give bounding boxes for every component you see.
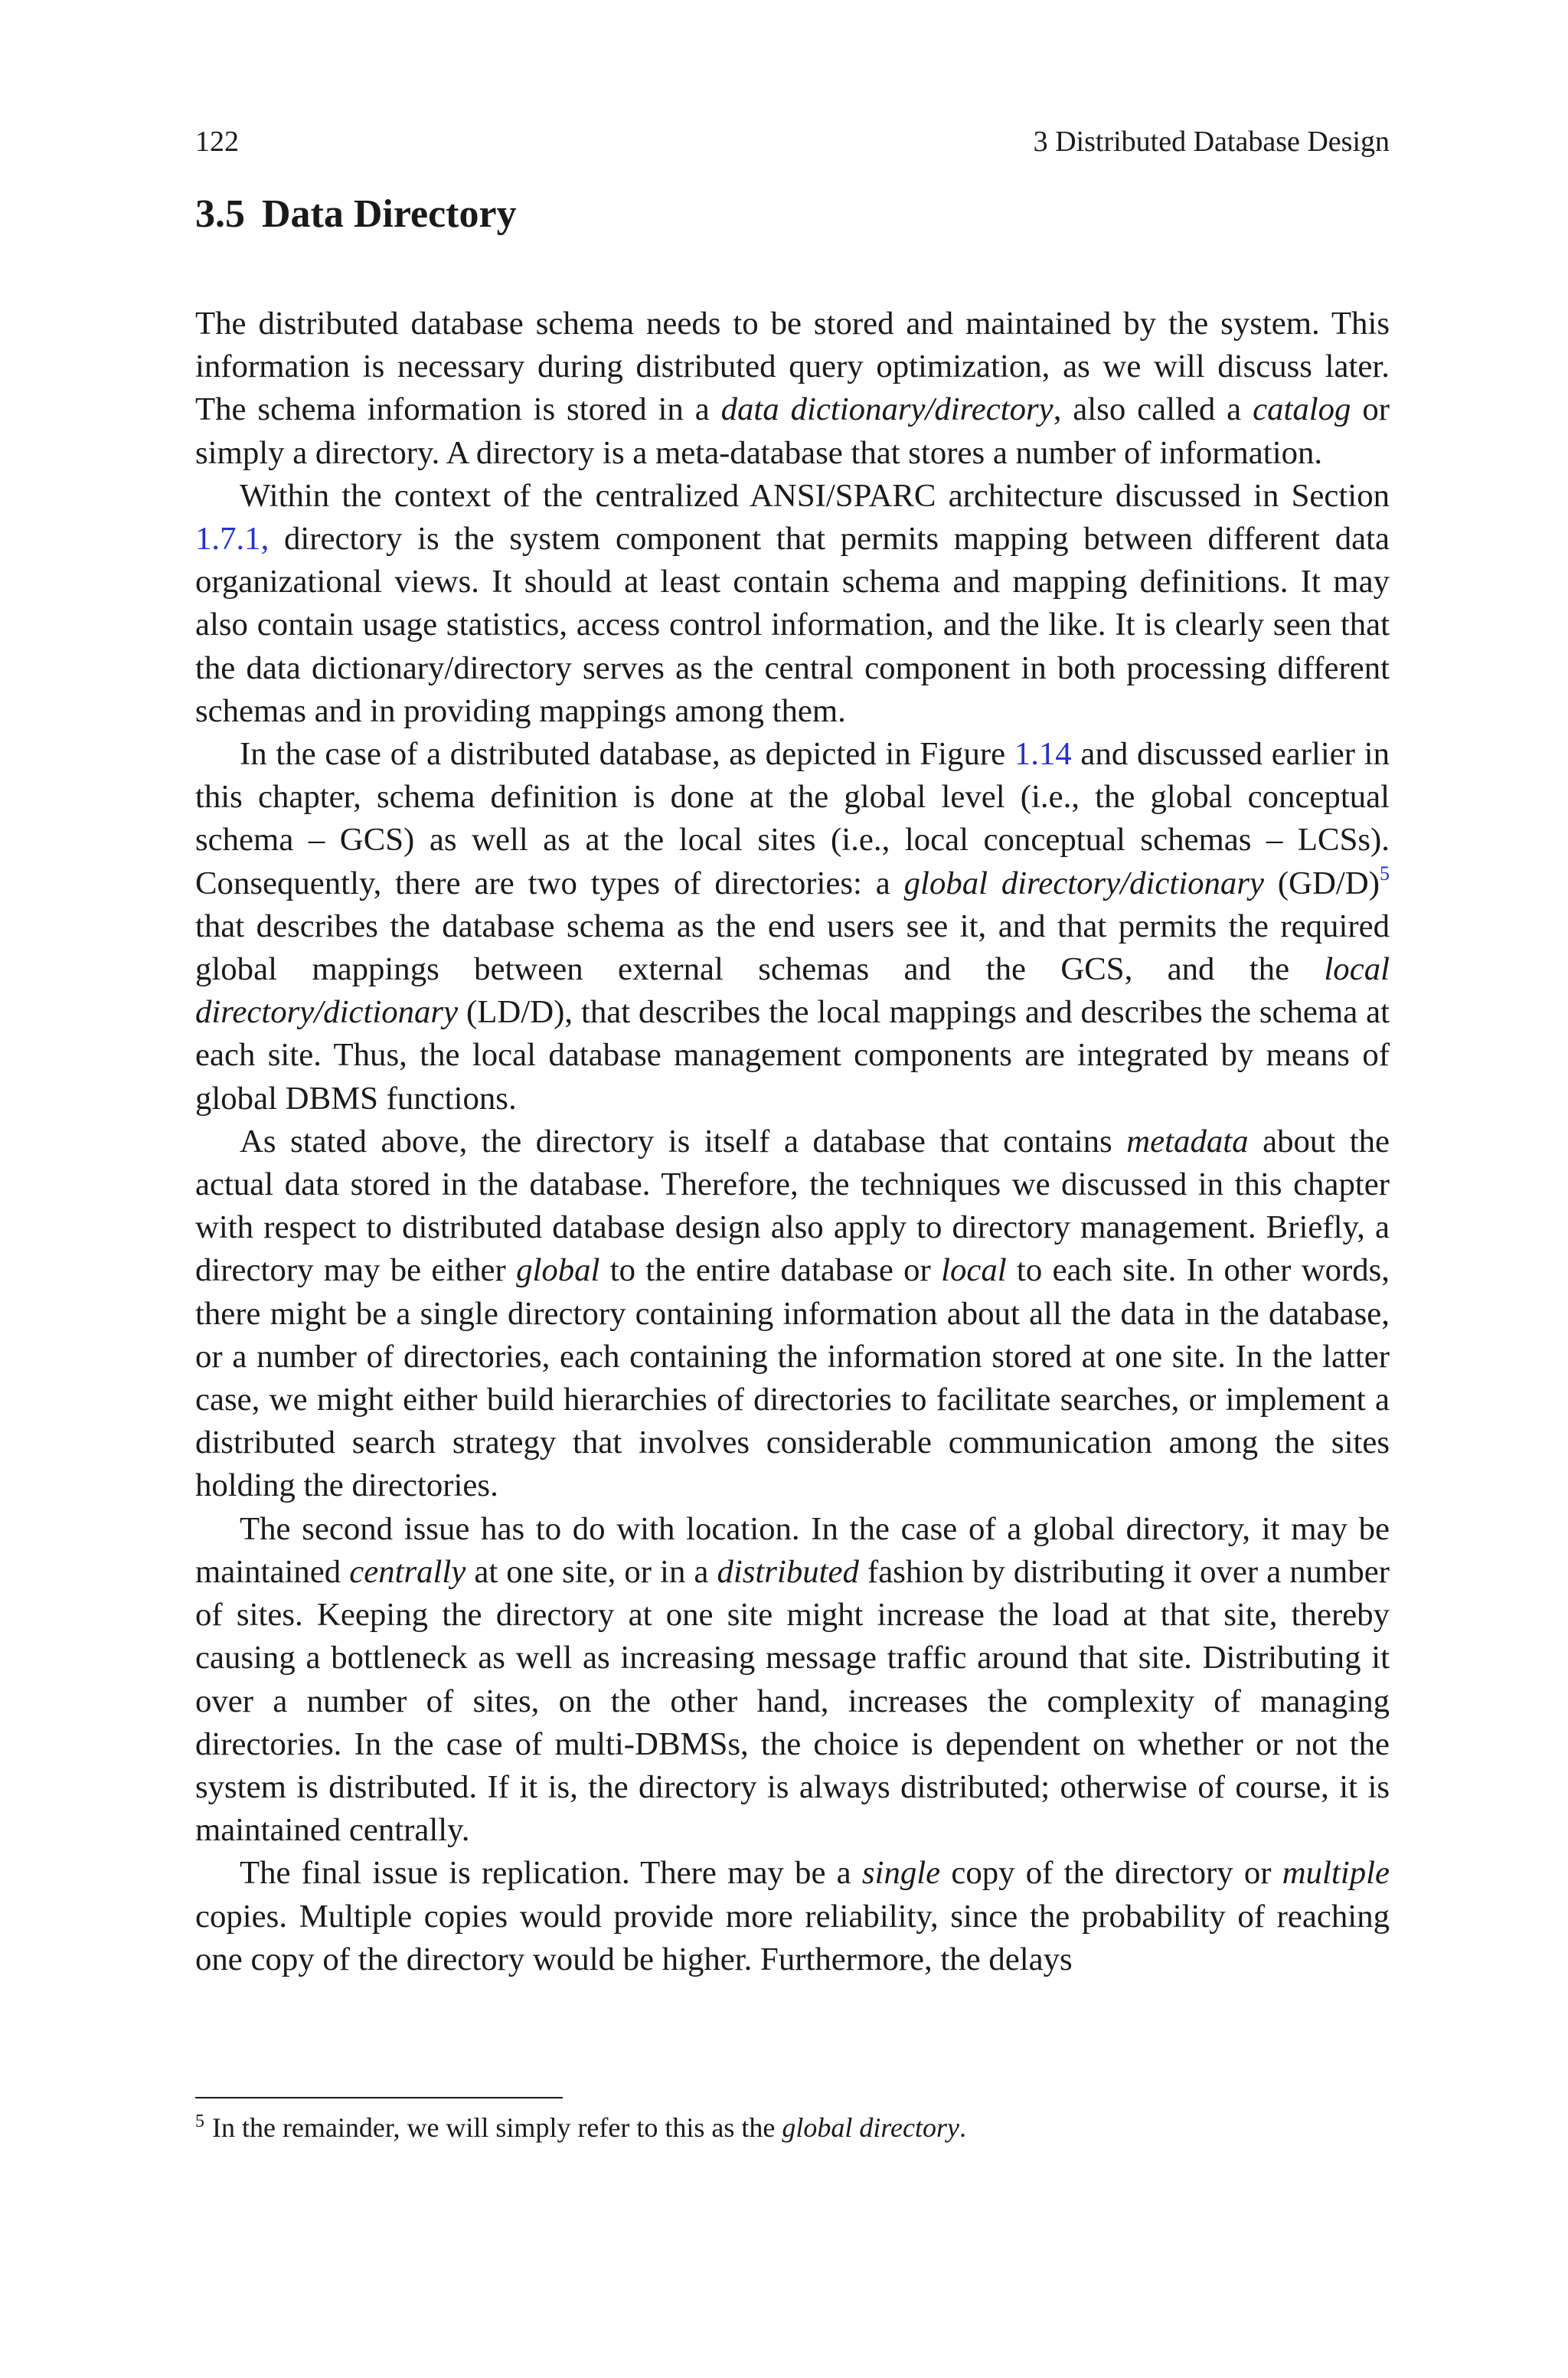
section-heading [195, 190, 517, 239]
figure-1-14-link[interactable]: 1.14 [1014, 736, 1072, 773]
paragraph-6-text-c: copy of the directory or [940, 1855, 1282, 1892]
paragraph-5-text-e: fashion by distributing it over a number of sites. Keeping the directory at one site might increase the load at that site, thereby causing a bottleneck as well as increasing message traffic around that site. Distributing it over a number of sites, on the other hand, increases the complexity of managing directories. In the case of multi-DBMSs, the choice is dependent on whether or not the system is distributed. If it is, the directory is always distributed; otherwise of course, it is maintained centrally. [195, 1553, 1390, 1849]
footnote-text: In the remainder, we will simply refer to this as the [212, 2112, 782, 2143]
paragraph-1-text-a: The distributed database schema needs to be stored and maintained by the system. This information is necessary during distributed query optimization, as we will discuss later. The schema information is stored in a [195, 306, 1390, 428]
term-data-dictionary-directory: data dictionary/directory [720, 391, 1054, 428]
term-centrally: centrally [349, 1553, 466, 1590]
term-global: global [516, 1252, 600, 1289]
chapter-title: 3 Distributed Database Design [1033, 126, 1390, 158]
paragraph-3-text-a: In the case of a distributed database, as depicted in Figure [240, 736, 1014, 773]
paragraph-6-text-e: copies. Multiple copies would provide more reliability, since the probability of reaching one copy of the directory would be higher. Furthermore, the delays [195, 1898, 1390, 1977]
page-number: 122 [195, 126, 239, 158]
paragraph-5-text-c: at one site, or in a [466, 1553, 717, 1590]
paragraph-4-text-a: As stated above, the directory is itself a database that contains [240, 1123, 1127, 1160]
paragraph-3-text-g: (LD/D), that describes the local mappings and describes the schema at each site. Thus, the local database management components are integrated by means of global DBMS functions. [195, 994, 1390, 1117]
paragraph-4-text-e: to the entire database or [599, 1252, 942, 1289]
term-metadata: metadata [1126, 1123, 1249, 1160]
term-single: single [861, 1855, 941, 1892]
term-local-directory-dictionary: local directory/dictionary [195, 951, 1390, 1031]
paragraph-3 [195, 733, 1390, 1120]
running-head [195, 125, 1390, 159]
paragraph-4-text-c: about the actual data stored in the database. Therefore, the techniques we discussed in this chapter with respect to distributed database design also apply to directory management. Briefly, a directory may be either [195, 1123, 1390, 1289]
paragraph-1 [195, 303, 1390, 475]
paragraph-6-text-a: The final issue is replication. There may be a [240, 1855, 862, 1892]
footnote-marker: 5 [195, 2111, 204, 2131]
body-text [195, 303, 1390, 1981]
paragraph-2 [195, 475, 1390, 733]
paragraph-2-text-b: directory is the system component that permits mapping between different data organizational views. It should at least contain schema and mapping definitions. It may also contain usage statistics, access control information, and the like. It is clearly seen that the data dictionary/directory serves as the central component in both processing different schemas and in providing mappings among them. [195, 521, 1390, 729]
paragraph-3-text-e: that describes the database schema as the end users see it, and that permits the required global mappings between external schemas and the GCS, and the [195, 908, 1390, 988]
term-multiple: multiple [1282, 1855, 1390, 1892]
paragraph-5-text-a: The second issue has to do with location. In the case of a global directory, it may be maintained [195, 1510, 1390, 1590]
paragraph-4 [195, 1120, 1390, 1508]
paragraph-1-text-c: , also called a [1053, 391, 1253, 428]
section-1-7-1-link[interactable]: 1.7.1, [195, 521, 270, 558]
paragraph-6 [195, 1852, 1390, 1981]
term-distributed: distributed [717, 1553, 859, 1590]
section-title: Data Directory [262, 192, 517, 236]
footnote-end: . [959, 2112, 966, 2143]
term-catalog: catalog [1253, 391, 1351, 428]
paragraph-5 [195, 1508, 1390, 1853]
term-local: local [941, 1252, 1007, 1289]
footnote-5 [195, 2110, 1390, 2145]
footnote-term-global-directory: global directory [782, 2112, 959, 2143]
paragraph-3-text-d: (GD/D) [1263, 865, 1380, 901]
term-global-directory-dictionary: global directory/dictionary [903, 865, 1264, 901]
paragraph-1-text-e: or simply a directory. A directory is a meta-database that stores a number of information. [195, 391, 1390, 471]
footnote-divider [195, 2097, 563, 2098]
paragraph-3-text-b: and discussed earlier in this chapter, schema definition is done at the global level (i.e., the global conceptual schema – GCS) as well as at the local sites (i.e., local conceptual schemas – LCSs). Consequently, there are two types of directories: a [195, 736, 1390, 901]
section-number: 3.5 [195, 192, 245, 236]
book-page [195, 0, 1390, 2378]
footnote-5-reference[interactable]: 5 [1379, 862, 1390, 885]
paragraph-2-text-a: Within the context of the centralized ANSI/SPARC architecture discussed in Section [240, 477, 1390, 514]
paragraph-4-text-g: to each site. In other words, there might be a single directory containing information about all the data in the database, or a number of directories, each containing the information stored at one site. In the latter case, we might either build hierarchies of directories to facilitate searches, or implement a distributed search strategy that involves considerable communication among the sites holding the directories. [195, 1252, 1390, 1504]
